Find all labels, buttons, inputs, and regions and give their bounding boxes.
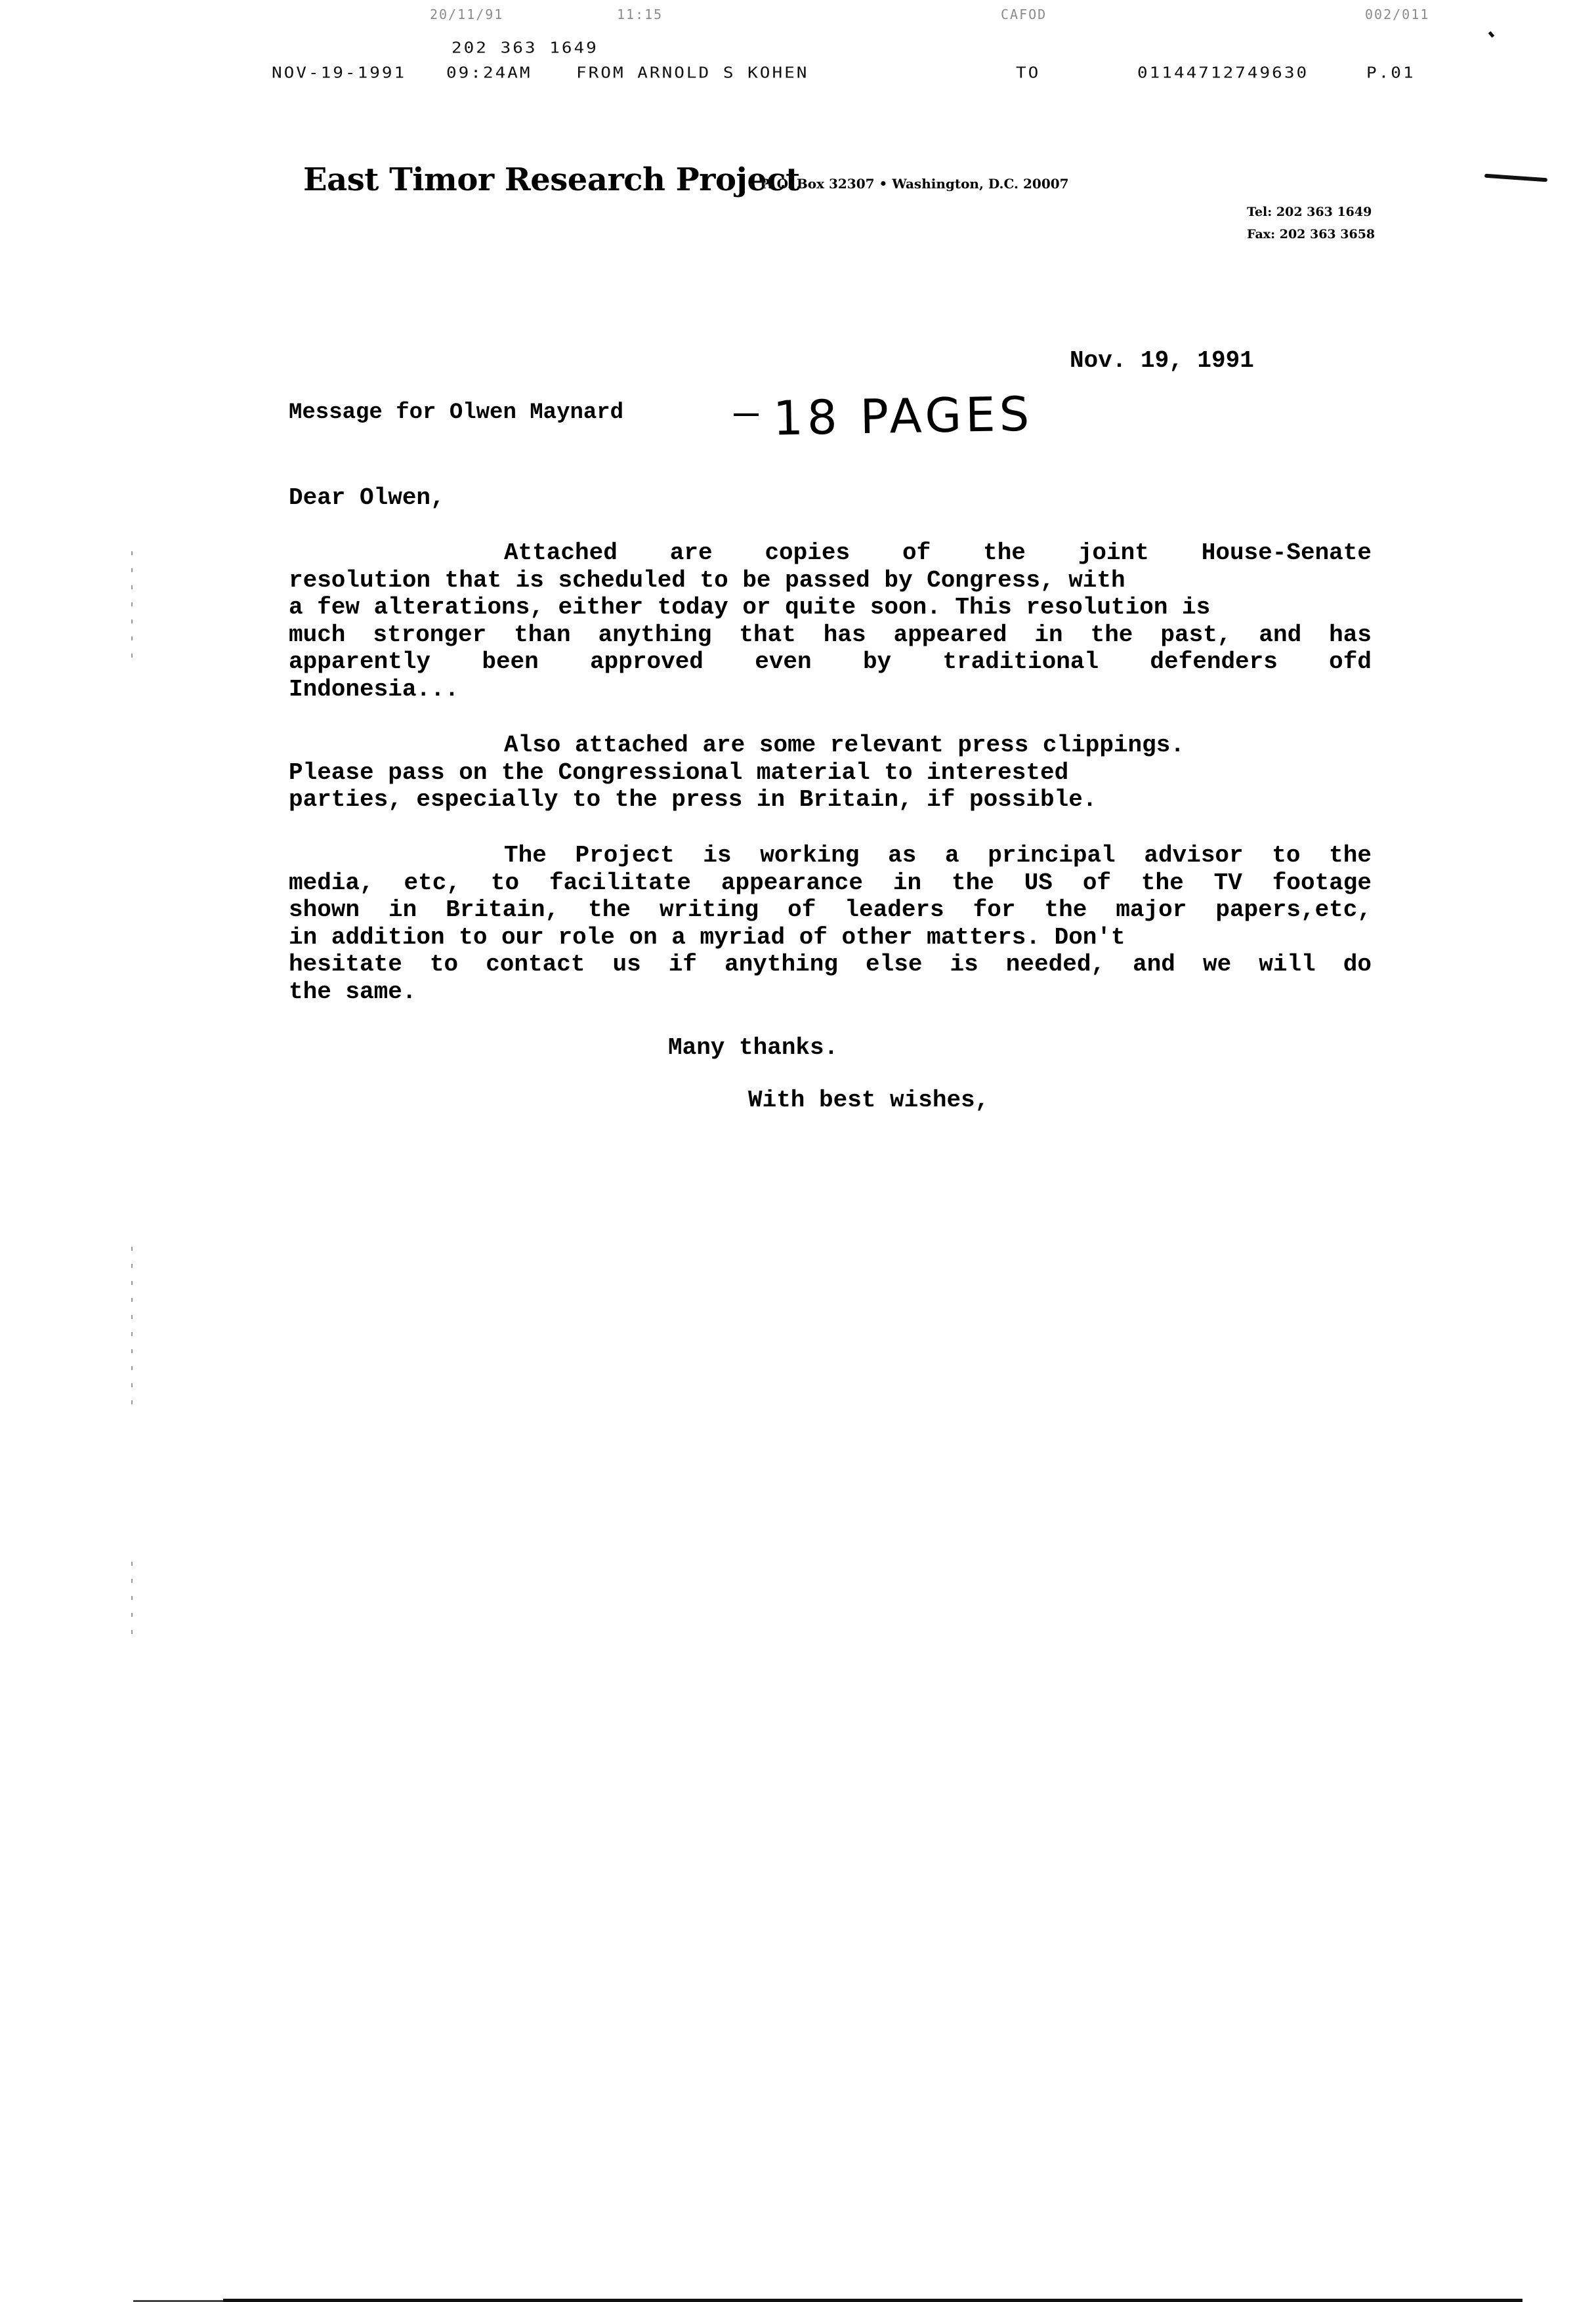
closing-wishes: With best wishes, [748,1087,990,1114]
handwritten-dash [734,413,759,416]
letterhead-address: P. O. Box 32307 • Washington, D.C. 20007 [760,176,1069,192]
letter-date: Nov. 19, 1991 [1070,347,1254,374]
paragraph-1 [289,539,1372,703]
bottom-rule [223,2299,1522,2302]
paragraph-3-line: media, etc, to facilitate appearance in the US of the TV footage [289,869,1372,896]
paragraph-1-line: resolution that is scheduled to be passed by Congress, with [289,566,1125,594]
paragraph-3-line: shown in Britain, the writing of leaders for the major papers,etc, [289,896,1372,923]
paragraph-1-line: much stronger than anything that has appeared in the past, and has [289,621,1372,648]
fax-to-number: 01144712749630 [1137,64,1309,82]
paragraph-2-line: Please pass on the Congressional material to interested [289,759,1069,786]
paragraph-3-line: the same. [289,978,417,1005]
paragraph-3-line: hesitate to contact us if anything else is needed, and we will do [289,951,1372,978]
letterhead-org-name: East Timor Research Project [303,161,800,198]
salutation: Dear Olwen, [289,484,445,511]
paragraph-3 [289,842,1372,1005]
paragraph-1-line: apparently been approved even by traditional defenders ofd [289,648,1372,675]
fax-faint-date: 20/11/91 [430,7,504,22]
paragraph-3-line: The Project is working as a principal advisor to the [504,842,1372,869]
paragraph-1-line: a few alterations, either today or quite soon. This resolution is [289,594,1211,621]
handwritten-page-count: 18 PAGES [772,386,1034,446]
scan-margin-mark [131,1562,133,1634]
fax-from: FROM ARNOLD S KOHEN [576,64,809,82]
fax-to-label: TO [1016,64,1041,82]
fax-page-number: P.01 [1366,64,1416,82]
paragraph-3-line: in addition to our role on a myriad of other matters. Don't [289,923,1125,951]
corner-mark [1488,31,1495,37]
fax-faint-right: 002/011 [1365,7,1430,22]
fax-date: NOV-19-1991 [272,64,407,82]
fax-time: 09:24AM [446,64,532,82]
pen-stroke-mark [1484,174,1547,182]
scan-margin-mark [131,1247,133,1417]
closing-thanks: Many thanks. [668,1034,839,1061]
letterhead-fax: Fax: 202 363 3658 [1247,227,1376,241]
letterhead-tel: Tel: 202 363 1649 [1247,205,1372,219]
paragraph-1-line: Indonesia... [289,675,459,703]
paragraph-2 [289,732,1372,814]
paragraph-2-line: Also attached are some relevant press clippings. [504,732,1185,759]
scan-margin-mark [131,551,133,663]
fax-faint-time: 11:15 [617,7,663,22]
paragraph-2-line: parties, especially to the press in Britain, if possible. [289,786,1097,813]
fax-faint-center: CAFOD [1001,7,1047,22]
fax-phone: 202 363 1649 [452,39,598,57]
paragraph-1-line: Attached are copies of the joint House-Senate [504,539,1372,566]
message-line: Message for Olwen Maynard [289,400,624,425]
